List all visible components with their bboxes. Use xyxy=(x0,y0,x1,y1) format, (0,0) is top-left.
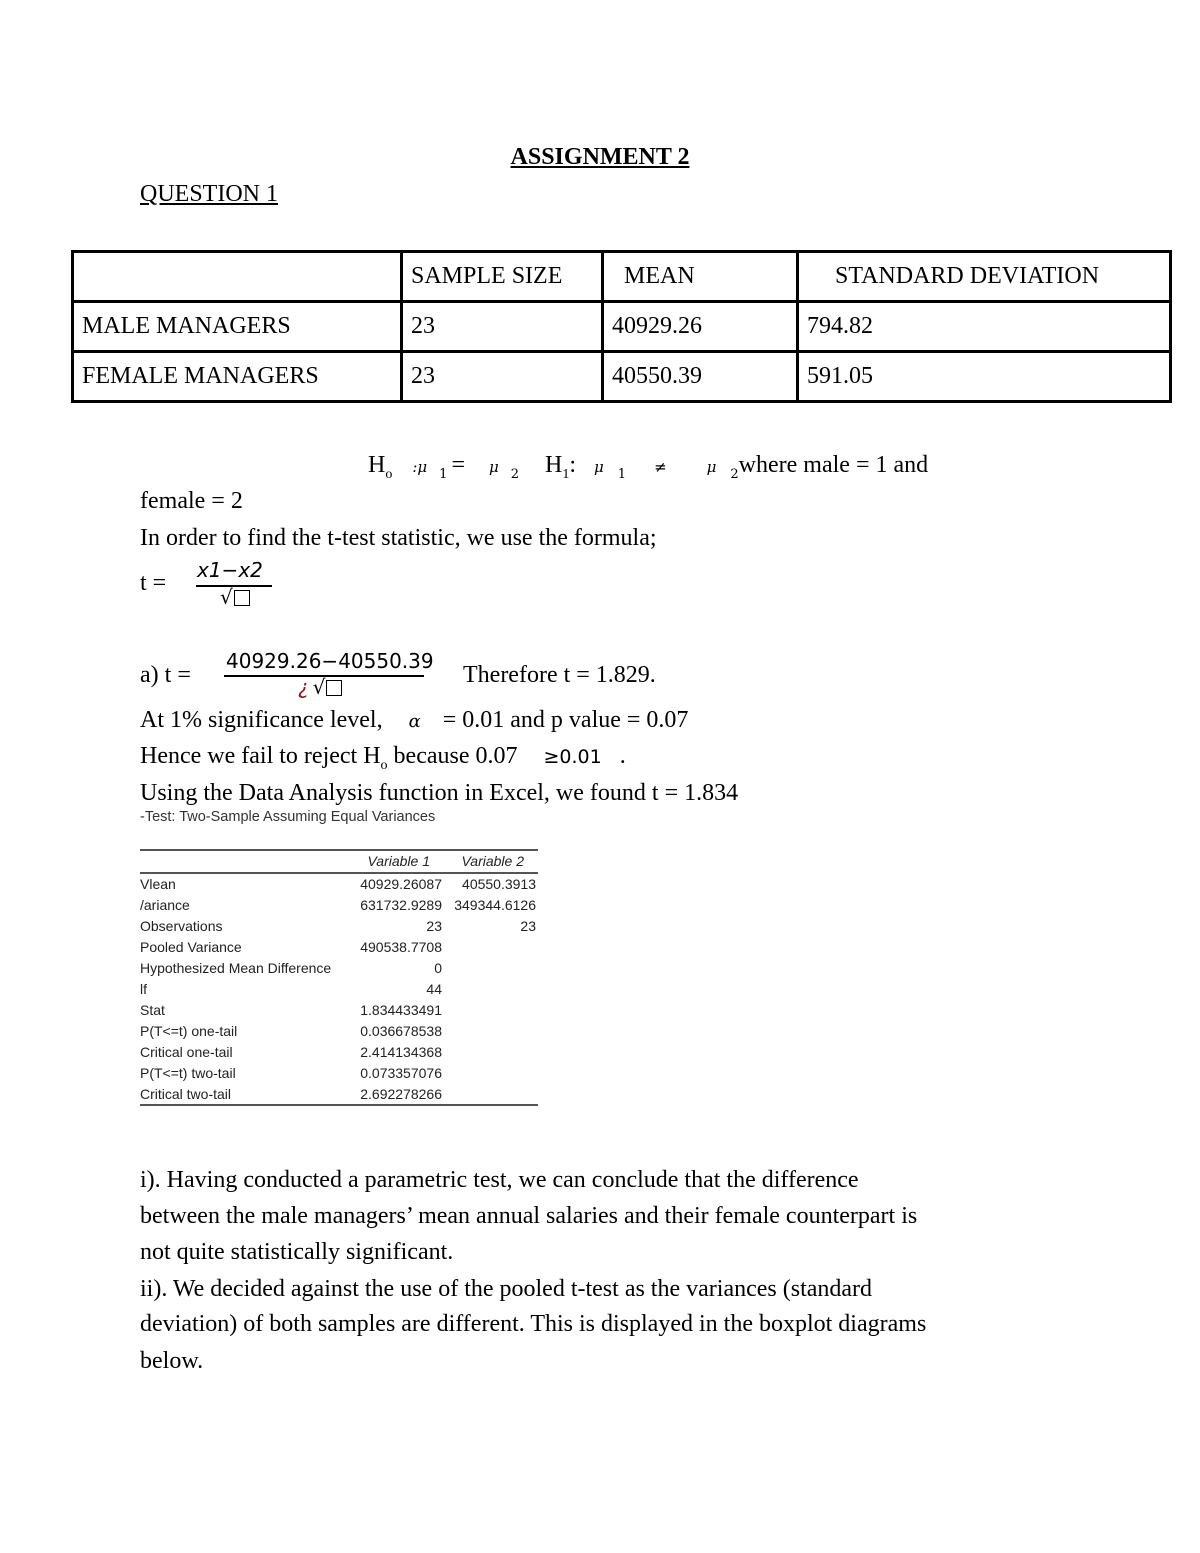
excel-note: Using the Data Analysis function in Excel, we found t = 1.834 xyxy=(140,780,739,806)
summary-table xyxy=(71,250,1172,403)
excel-row xyxy=(140,981,538,1002)
discussion-line: below. xyxy=(140,1348,204,1374)
excel-row xyxy=(140,1044,538,1065)
excel-output-title: -Test: Two-Sample Assuming Equal Variances xyxy=(140,809,436,825)
excel-value-1: 44 xyxy=(426,981,442,997)
part-a-label: a) t = xyxy=(140,662,191,688)
excel-top-rule xyxy=(140,849,538,851)
sqrt-symbol: √ xyxy=(312,675,326,699)
discussion-line: not quite statistically significant. xyxy=(140,1239,454,1265)
part-a-result: Therefore t = 1.829. xyxy=(463,662,656,688)
excel-row-label: P(T<=t) one-tail xyxy=(140,1023,238,1039)
significance-line xyxy=(140,707,688,734)
excel-col-header: Variable 1 xyxy=(367,853,430,869)
h0-symbol: H xyxy=(368,452,386,478)
mu2-symbol-h1: μ xyxy=(706,458,717,476)
ge-comparison: ≥0.01 xyxy=(543,746,602,768)
hypothesis-tail: where male = 1 and xyxy=(738,452,929,478)
excel-value-2: 40550.3913 xyxy=(462,876,536,892)
table-header-row xyxy=(73,252,1171,302)
h0-subscript: o xyxy=(385,466,393,482)
placeholder-box-icon xyxy=(326,680,342,696)
table-cell: 40550.39 xyxy=(603,352,798,402)
excel-row-label: Critical one-tail xyxy=(140,1044,233,1060)
table-cell: MALE MANAGERS xyxy=(73,302,402,352)
excel-row xyxy=(140,960,538,981)
part-a-numerator: 40929.26−40550.39 xyxy=(226,649,434,673)
h1-colon: : xyxy=(569,452,577,478)
excel-value-1: 2.692278266 xyxy=(360,1086,442,1102)
significance-text: At 1% significance level, xyxy=(140,707,383,733)
page-title: ASSIGNMENT 2 xyxy=(510,144,690,170)
excel-value-1: 490538.7708 xyxy=(360,939,442,955)
question-heading: QUESTION 1 xyxy=(140,181,278,207)
excel-value-1: 40929.26087 xyxy=(360,876,442,892)
excel-row xyxy=(140,1023,538,1044)
excel-row-label: Observations xyxy=(140,918,223,934)
table-cell: FEMALE MANAGERS xyxy=(73,352,402,402)
table-cell: 591.05 xyxy=(798,352,1171,402)
excel-row xyxy=(140,918,538,939)
mu1-subscript-h1: 1 xyxy=(617,466,627,482)
formula-numerator: x1−x2 xyxy=(197,558,263,582)
mu2-symbol: μ xyxy=(488,458,499,476)
mu2-subscript: 2 xyxy=(510,466,520,482)
excel-value-1: 2.414134368 xyxy=(360,1044,442,1060)
excel-row xyxy=(140,1086,538,1107)
excel-row-label: Pooled Variance xyxy=(140,939,242,955)
table-row xyxy=(73,352,1171,402)
excel-value-1: 1.834433491 xyxy=(360,1002,442,1018)
mu2-subscript-h1: 2 xyxy=(730,466,739,482)
table-cell: 23 xyxy=(402,352,603,402)
hypothesis-line-2: female = 2 xyxy=(140,488,243,514)
excel-value-1: 23 xyxy=(426,918,442,934)
excel-row xyxy=(140,1065,538,1086)
conclusion-period: . xyxy=(619,743,626,769)
excel-row xyxy=(140,897,538,918)
table-header-cell: MEAN xyxy=(603,252,798,302)
table-header-cell xyxy=(73,252,402,302)
excel-row-label: Vlean xyxy=(140,876,176,892)
mu1-symbol: μ xyxy=(594,458,604,476)
table-cell: 794.82 xyxy=(798,302,1171,352)
equals-sign: = xyxy=(451,452,465,478)
formula-denominator xyxy=(220,585,250,609)
excel-value-2: 23 xyxy=(520,918,536,934)
excel-value-1: 0.036678538 xyxy=(360,1023,442,1039)
hypothesis-line xyxy=(368,452,928,483)
alpha-value-text: = 0.01 and p value = 0.07 xyxy=(442,707,689,733)
formula-intro: In order to find the t-test statistic, we use the formula; xyxy=(140,525,657,551)
excel-value-2: 349344.6126 xyxy=(454,897,536,913)
table-header-cell: SAMPLE SIZE xyxy=(402,252,603,302)
placeholder-box-icon xyxy=(234,590,250,606)
excel-row-label: /ariance xyxy=(140,897,190,913)
table-cell: 23 xyxy=(402,302,603,352)
alpha-symbol: α xyxy=(408,711,421,732)
not-equal-sign: ≠ xyxy=(654,458,667,476)
excel-value-1: 631732.9289 xyxy=(360,897,442,913)
discussion-line: between the male managers’ mean annual salaries and their female counterpart is xyxy=(140,1203,918,1229)
excel-row-label: P(T<=t) two-tail xyxy=(140,1065,236,1081)
discussion-line: i). Having conducted a parametric test, we can conclude that the difference xyxy=(140,1167,859,1193)
excel-col-header: Variable 2 xyxy=(461,853,524,869)
table-header-cell: STANDARD DEVIATION xyxy=(798,252,1171,302)
excel-header-row xyxy=(140,853,538,874)
conclusion-subscript: o xyxy=(380,757,388,773)
conclusion-line xyxy=(140,743,626,774)
excel-row xyxy=(140,876,538,897)
conclusion-text-b: because 0.07 xyxy=(393,743,518,769)
h1-subscript: 1 xyxy=(562,466,570,482)
part-a-denominator xyxy=(298,675,342,699)
h1-symbol: H xyxy=(545,452,563,478)
excel-row-label: Critical two-tail xyxy=(140,1086,232,1102)
excel-row xyxy=(140,1002,538,1023)
table-cell: 40929.26 xyxy=(603,302,798,352)
excel-value-1: 0 xyxy=(434,960,442,976)
h0-relation: :μ xyxy=(412,458,428,476)
excel-value-1: 0.073357076 xyxy=(360,1065,442,1081)
excel-row-label: Hypothesized Mean Difference xyxy=(140,960,332,976)
conclusion-text: Hence we fail to reject H xyxy=(140,743,381,769)
discussion-line: deviation) of both samples are different. This is displayed in the boxplot diagrams xyxy=(140,1311,927,1337)
excel-row xyxy=(140,939,538,960)
table-row xyxy=(73,302,1171,352)
excel-row-label: Stat xyxy=(140,1002,165,1018)
excel-row-label: lf xyxy=(140,981,147,997)
sqrt-symbol: √ xyxy=(220,585,233,609)
denominator-prefix: ¿ xyxy=(298,675,309,699)
formula-t-label: t = xyxy=(140,570,167,596)
mu1-subscript: 1 xyxy=(439,466,448,482)
discussion-line: ii). We decided against the use of the pooled t-test as the variances (standard xyxy=(140,1276,873,1302)
